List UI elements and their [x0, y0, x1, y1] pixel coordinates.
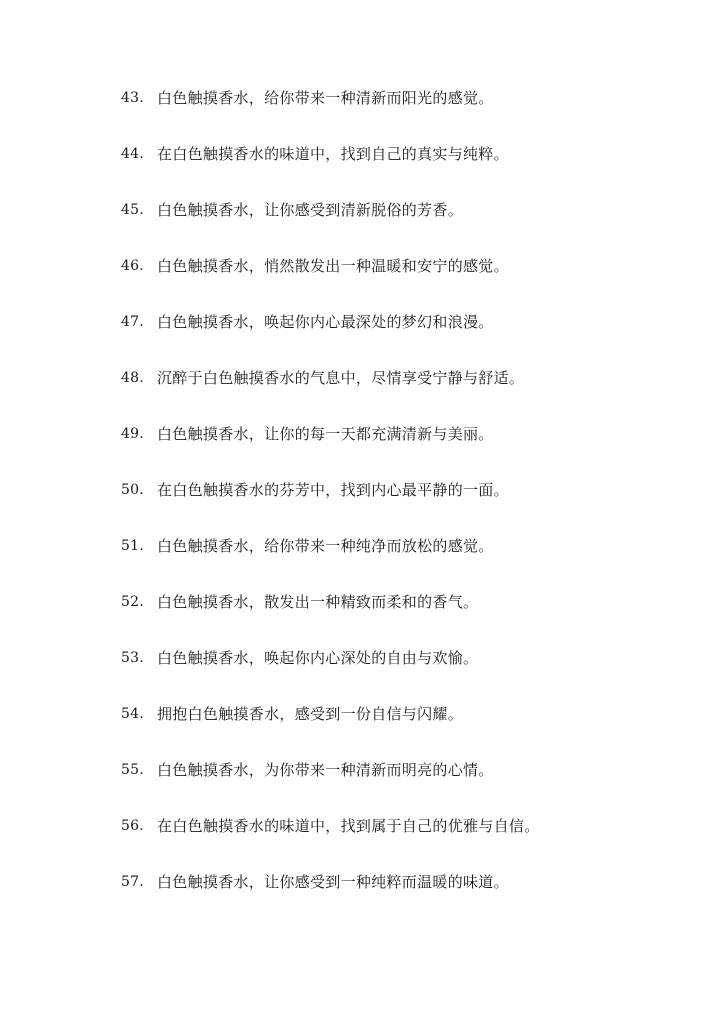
list-item	[121, 590, 681, 646]
item-text: 白色触摸香水，给你带来一种纯净而放松的感觉。	[157, 537, 494, 555]
list-item	[121, 86, 681, 142]
item-text: 白色触摸香水，唤起你内心深处的自由与欢愉。	[157, 649, 479, 667]
list-item	[121, 702, 681, 758]
list-item	[121, 646, 681, 702]
item-text: 在白色触摸香水的味道中，找到自己的真实与纯粹。	[157, 145, 509, 163]
item-text: 白色触摸香水，为你带来一种清新而明亮的心情。	[157, 761, 494, 779]
item-number: 54.	[121, 706, 144, 722]
item-number: 45.	[121, 202, 144, 218]
item-number: 55.	[121, 762, 144, 778]
list-item	[121, 870, 681, 926]
list-item	[121, 814, 681, 870]
list-item	[121, 254, 681, 310]
item-number: 52.	[121, 594, 144, 610]
item-number: 49.	[121, 426, 144, 442]
numbered-list	[121, 86, 681, 926]
item-text: 白色触摸香水，让你感受到清新脱俗的芳香。	[157, 201, 464, 219]
list-item	[121, 310, 681, 366]
item-text: 白色触摸香水，散发出一种精致而柔和的香气。	[157, 593, 479, 611]
list-item	[121, 478, 681, 534]
list-item	[121, 758, 681, 814]
item-text: 白色触摸香水，唤起你内心最深处的梦幻和浪漫。	[157, 313, 494, 331]
item-number: 53.	[121, 650, 144, 666]
item-number: 47.	[121, 314, 144, 330]
item-number: 43.	[121, 90, 144, 106]
list-item	[121, 198, 681, 254]
item-text: 在白色触摸香水的芬芳中，找到内心最平静的一面。	[157, 481, 509, 499]
item-text: 白色触摸香水，悄然散发出一种温暖和安宁的感觉。	[157, 257, 509, 275]
list-item	[121, 422, 681, 478]
item-text: 沉醉于白色触摸香水的气息中，尽情享受宁静与舒适。	[157, 369, 525, 387]
item-text: 白色触摸香水，让你感受到一种纯粹而温暖的味道。	[157, 873, 509, 891]
item-text: 拥抱白色触摸香水，感受到一份自信与闪耀。	[157, 705, 464, 723]
item-number: 51.	[121, 538, 144, 554]
item-number: 48.	[121, 370, 144, 386]
item-number: 56.	[121, 818, 144, 834]
list-item	[121, 142, 681, 198]
item-number: 50.	[121, 482, 144, 498]
item-number: 44.	[121, 146, 144, 162]
list-item	[121, 366, 681, 422]
list-item	[121, 534, 681, 590]
item-text: 在白色触摸香水的味道中，找到属于自己的优雅与自信。	[157, 817, 540, 835]
item-text: 白色触摸香水，给你带来一种清新而阳光的感觉。	[157, 89, 494, 107]
item-text: 白色触摸香水，让你的每一天都充满清新与美丽。	[157, 425, 494, 443]
item-number: 57.	[121, 874, 144, 890]
item-number: 46.	[121, 258, 144, 274]
